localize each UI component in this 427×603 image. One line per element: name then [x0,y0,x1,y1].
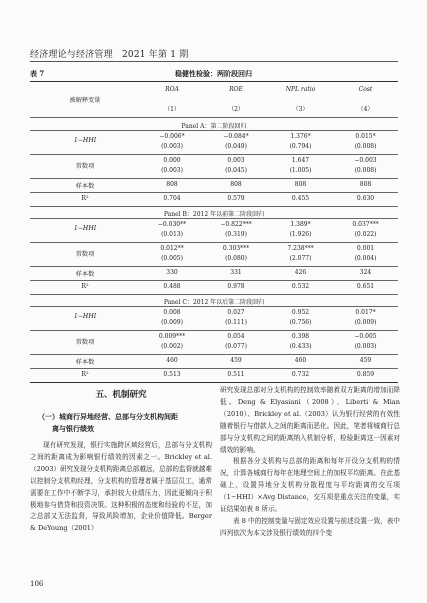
coef-cell: 0.651 [356,283,375,290]
row-label: R² [81,195,89,202]
column-number: （4） [357,106,374,113]
right-paragraph-3: 表 8 中的控制变量与固定效应设置与前述设置一致，表中四列依次为本文涉及银行绩效的四个变 [220,516,400,537]
row-rule [30,280,398,281]
coef-cell: 0.978 [227,283,245,290]
coef-cell: 0.488 [163,283,181,290]
coef-cell: 0.579 [227,195,245,202]
dep-var-label: 被解释变量 [69,97,101,104]
coef-cell: 808 [359,181,372,188]
se-cell: (0.008) [354,143,377,150]
coef-cell: 460 [294,357,307,364]
coef-cell: 0.037*** [352,221,379,228]
right-paragraph-2: 根据各分支机构与总部的距离和每年开设分支机构的情况，计算各城商行每年在地理空间上的加权平均距离。在此基础上，设置异地分支机构分散程度与平均距离的交互项（1−HHI）×Avg Distance，交互项是重点关注的变量，实证结果如表 8 所示。 [220,457,400,514]
se-cell: (0.077) [225,343,247,350]
coef-cell: 459 [359,357,372,364]
se-cell: (0.009) [354,319,377,326]
coef-cell: 0.001 [356,245,375,252]
column-header: ROE [229,86,243,93]
header-rule [30,117,398,118]
coef-cell: 331 [230,269,242,276]
table-id: 表 7 [30,69,45,78]
coef-cell: 0.511 [227,371,245,378]
coef-cell: −0.006* [159,133,185,140]
se-cell: (0.003) [161,167,183,174]
coef-cell: 0.513 [163,371,181,378]
row-rule [30,266,398,267]
table-title: 稳健性检验：两阶段回归 [175,69,252,78]
column-number: （2） [228,106,244,113]
coef-cell: 808 [166,181,178,188]
section-title: 五、机制研究 [95,390,147,400]
coef-cell: 0.015* [355,133,376,140]
coef-cell: 0.008 [163,309,181,316]
se-cell: (0.433) [289,343,312,350]
coef-cell: 0.000 [163,157,181,164]
se-cell: (1.005) [289,167,312,174]
coef-cell: 0.003 [227,157,245,164]
row-label: 1−HHI [73,313,97,320]
coef-cell: −0.005 [354,333,377,340]
coef-cell: 0.952 [291,309,310,316]
row-label: 样本数 [75,359,95,366]
coef-cell: 808 [294,181,307,188]
row-rule [30,330,398,331]
se-cell: (0.794) [289,143,312,150]
coef-cell: 0.704 [163,195,181,202]
row-label: R² [81,371,89,378]
coef-cell: 330 [166,269,178,276]
panel-rule [30,130,398,131]
column-header: NPL ratio [285,86,316,93]
se-cell: (0.022) [354,231,377,238]
coef-cell: 0.630 [356,195,375,202]
coef-cell: 0.455 [291,195,310,202]
subsection-title [30,411,212,435]
coef-cell: 459 [230,357,242,364]
column-number: （1） [164,106,180,113]
coef-cell: −0.822*** [220,221,252,228]
se-cell: (0.319) [225,231,247,238]
se-cell: (0.003) [161,143,183,150]
journal-header: 经济理论与经济管理 2021 年第 1 期 [30,50,189,60]
subsection-title-line1: （一）城商行异地经营、总部与分支机构间距 [38,413,178,421]
coef-cell: 0.054 [227,333,245,340]
coef-cell: 0.012** [160,245,184,252]
panel-title: Panel B：2012 年以前第二阶段回归 [163,211,265,218]
coef-cell: −0.030** [157,221,187,228]
column-header: Cost [358,86,373,93]
coef-cell: 0.027 [227,309,245,316]
coef-cell: 0.009*** [158,333,186,340]
row-label: 1−HHI [73,137,97,144]
row-rule [30,368,398,369]
panel-end-rule [30,206,398,207]
row-rule [30,242,398,243]
se-cell: (0.005) [161,255,183,262]
se-cell: (0.003) [354,343,377,350]
panel-title: Panel C：2012 年以后第二阶段回归 [163,299,265,306]
coef-cell: 460 [166,357,178,364]
coef-cell: 0.017* [355,309,376,316]
coef-cell: 0.398 [291,333,310,340]
panel-title: Panel A：第二阶段回归 [181,123,247,130]
row-label: 样本数 [75,183,95,190]
coef-cell: −0.003 [354,157,377,164]
coef-cell: 0.532 [291,283,310,290]
right-paragraph-1: 研究发现总部对分支机构的控制效率随着双方距离的增加而降低。Deng & Elyasiani（2008）、Liberti & Mian（2010）、Brickley et al.（2003）认为银行经营的有效性随着银行与借款人之间的距离而恶化。因此，笔者将城商行总部与分支机构之间的距离纳入机制分析，检验距离这一因素对绩效的影响。 [220,386,400,454]
header-rule [30,61,398,62]
left-paragraph: 现有研究发现，银行实施跨区域经营后，总部与分支机构之间的距离成为影响银行绩效的因素之一。Brickley et al.（2003）研究发现分支机构距离总部越远，总部的监督就越难以控制分支机构经理，分支机构的管理者属于基层员工，通常需要在工作中不断学习，承担较大业绩压力，因此更倾向于积极地参与借贷和投资决策。这种积极的态度和经验的不足，加之总部又无法监督，导致风险增加，企业价值降低。Berger & DeYoung（2001） [30,441,212,533]
se-cell: (0.080) [225,255,247,262]
coef-cell: 1.389* [290,221,311,228]
panel-end-rule [30,294,398,295]
se-cell: (0.111) [225,319,247,326]
se-cell: (0.004) [354,255,377,262]
row-rule [30,154,398,155]
row-rule [30,354,398,355]
coef-cell: 1.376* [290,133,311,140]
se-cell: (1.926) [289,231,312,238]
se-cell: (0.045) [225,167,247,174]
coef-cell: 0.303*** [222,245,250,252]
column-header: ROA [165,86,179,93]
coef-cell: −0.084* [223,133,249,140]
panel-rule [30,218,398,219]
row-label: R² [81,283,89,290]
table-top-rule [30,81,398,82]
coef-cell: 426 [294,269,307,276]
coef-cell: 808 [230,181,242,188]
column-number: （3） [292,106,309,113]
row-rule [30,192,398,193]
coef-cell: 324 [359,269,372,276]
se-cell: (0.002) [161,343,183,350]
row-label: 常数项 [75,339,95,346]
row-label: 常数项 [75,251,95,258]
body-left-column [30,440,212,535]
panel-rule [30,306,398,307]
se-cell: (0.049) [225,143,247,150]
se-cell: (0.013) [161,231,183,238]
body-right-column [220,385,400,540]
row-rule [30,178,398,179]
se-cell: (0.756) [289,319,312,326]
coef-cell: 0.859 [356,371,375,378]
page-number: 106 [30,580,44,588]
se-cell: (0.008) [354,167,377,174]
subsection-title-line2: 离与银行绩效 [52,425,94,433]
row-label: 1−HHI [73,225,97,232]
coef-cell: 7.238*** [287,245,314,252]
coef-cell: 1.647 [291,157,310,164]
row-label: 常数项 [75,163,95,170]
coef-cell: 0.732 [291,371,310,378]
se-cell: (0.009) [161,319,183,326]
row-label: 样本数 [75,271,95,278]
table-bottom-rule [30,382,398,383]
se-cell: (2.077) [289,255,312,262]
